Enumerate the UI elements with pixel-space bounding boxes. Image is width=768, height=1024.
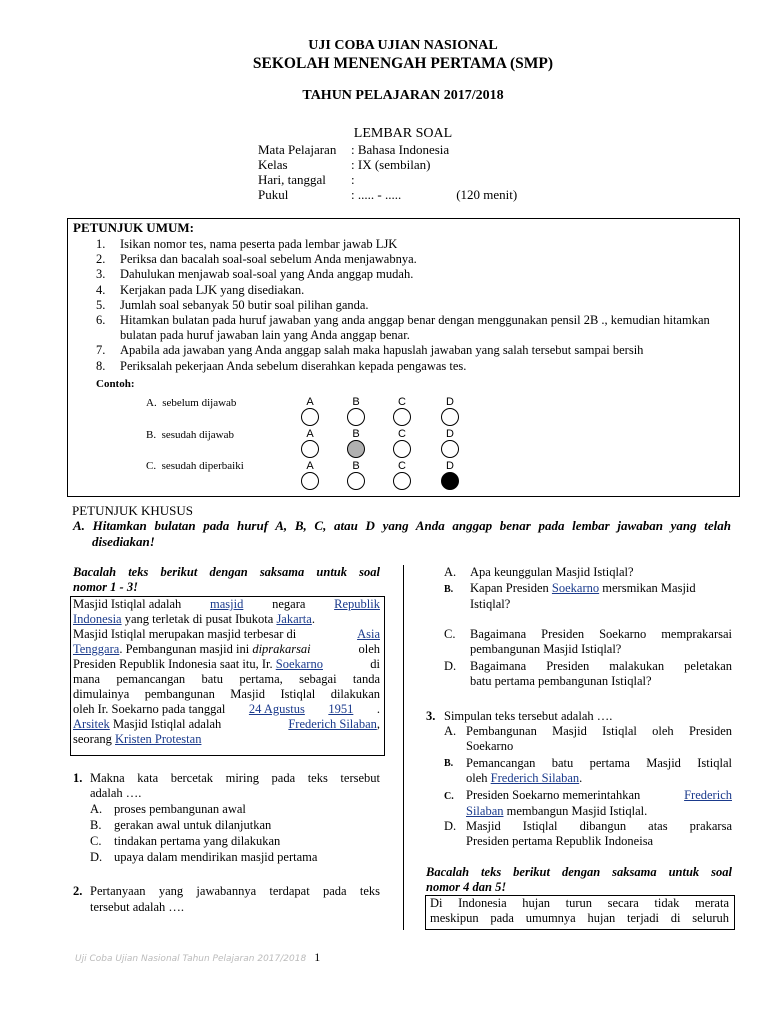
- reading2-prompt-line2: nomor 4 dan 5!: [426, 880, 507, 894]
- time-label: Pukul: [258, 187, 289, 202]
- special-instructions-line1: A. Hitamkan bulatan pada huruf A, B, C, atau D yang Anda anggap benar pada lembar jawaban yang telah: [73, 518, 731, 533]
- bubble-letter: D: [446, 428, 454, 440]
- reading1-prompt: Bacalah teks berikut dengan saksama untuk soal: [73, 565, 380, 579]
- school-level-title: SEKOLAH MENENGAH PERTAMA (SMP): [252, 55, 554, 72]
- bubble-letter: B: [352, 396, 360, 408]
- class-value: : IX (sembilan): [351, 157, 431, 172]
- bubble-letter: D: [446, 396, 454, 408]
- general-instructions-list: [96, 237, 734, 374]
- footer: [75, 948, 320, 966]
- q1-stem-line2: adalah ….: [90, 786, 142, 800]
- bubble-letter: A: [306, 460, 314, 472]
- time-value: : ..... - ..... (120 menit): [351, 187, 518, 202]
- general-instructions-title: PETUNJUK UMUM:: [73, 220, 194, 235]
- answer-bubble: [301, 408, 319, 426]
- answer-bubble-filled: [441, 472, 459, 490]
- day-value: :: [351, 172, 355, 187]
- instruction-item: 4. Kerjakan pada LJK yang disediakan.: [96, 282, 305, 297]
- answer-bubble: [441, 408, 459, 426]
- instruction-item: 7. Apabila ada jawaban yang Anda anggap salah maka hapuslah jawaban yang salah tersebut sampai bersih: [96, 343, 644, 358]
- duration: (120 menit): [456, 187, 518, 202]
- bubble-letter: B: [352, 460, 360, 472]
- q3-option-a: A. Pembangunan Masjid Istiqlal oleh Presiden Soekarno: [444, 724, 732, 753]
- reading1-text: Masjid Istiqlal adalah masjid negara Republik Indonesia yang terletak di pusat Ibukota Jakarta. Masjid Istiqlal merupakan masjid terbesar di Asia Tenggara. Pembangunan masjid ini diprakarsai oleh Presiden Republik Indonesia saat itu, Ir. Soekarno di mana pemancangan batu pertama, sebagai tanda dimulainya pembangunan Masjid Istiqlal dilakukan oleh Ir. Soekarno pada tanggal 24 Agustus 1951 . Arsitek Masjid Istiqlal adalah Frederich Silaban, seorang Kristen Protestan: [73, 597, 380, 746]
- column-divider: [403, 565, 404, 930]
- special-instructions-title: PETUNJUK KHUSUS: [72, 503, 193, 518]
- special-instructions-line2: disediakan!: [92, 534, 155, 549]
- q1-option-c: C. tindakan pertama yang dilakukan: [90, 834, 281, 848]
- answer-bubble: [393, 472, 411, 490]
- q1-option-d: D. upaya dalam mendirikan masjid pertama: [90, 850, 318, 864]
- instruction-item: 1. Isikan nomor tes, nama peserta pada lembar jawab LJK: [96, 237, 398, 251]
- q2-option-a: A. Apa keunggulan Masjid Istiqlal?: [444, 565, 634, 579]
- q1-option-b: B. gerakan awal untuk dilanjutkan: [90, 818, 272, 832]
- academic-year: TAHUN PELAJARAN 2017/2018: [302, 88, 504, 103]
- reading1-prompt-line2: nomor 1 - 3!: [73, 580, 138, 594]
- q3-option-c: C. Presiden Soekarno memerintahkan Frederich Silaban membangun Masjid Istiqlal.: [444, 788, 732, 818]
- exam-meta: [258, 142, 517, 202]
- instruction-item: 6. Hitamkan bulatan pada huruf jawaban yang anda anggap benar dengan menggunakan pensil 2B ., kemudian hitamkan bulatan pada huruf jawaban lain yang Anda anggap benar.: [96, 313, 710, 343]
- q3-option-b: B. Pemancangan batu pertama Masjid Istiqlal oleh Frederich Silaban.: [444, 756, 732, 785]
- bubble-letter: A: [306, 428, 314, 440]
- q3-option-d: D. Masjid Istiqlal dibangun atas prakarsa Presiden pertama Republik Indoneisa: [444, 819, 732, 848]
- q2-option-b: B. Kapan Presiden Soekarno mersmikan Masjid: [444, 581, 696, 595]
- example-row-a: A. sebelum dijawab: [146, 397, 237, 409]
- q3-stem: Simpulan teks tersebut adalah ….: [444, 709, 613, 723]
- instruction-item: 2. Periksa dan bacalah soal-soal sebelum Anda menjawabnya.: [96, 252, 417, 267]
- q2-number: 2.: [73, 884, 83, 898]
- answer-bubble: [301, 472, 319, 490]
- answer-bubble: [441, 440, 459, 458]
- example-label: Contoh:: [96, 378, 135, 390]
- bubble-letter: A: [306, 396, 314, 408]
- answer-bubble: [347, 408, 365, 426]
- bubble-letter: C: [398, 428, 406, 440]
- subject-value: : Bahasa Indonesia: [351, 142, 450, 157]
- day-label: Hari, tanggal: [258, 172, 326, 187]
- q1-number: 1.: [73, 771, 83, 785]
- bubble-letter: C: [398, 460, 406, 472]
- answer-bubble: [347, 472, 365, 490]
- q2-stem-line1: Pertanyaan yang jawabannya terdapat pada teks: [90, 884, 380, 898]
- reading2-text: Di Indonesia hujan turun secara tidak merata meskipun pada umumnya hujan terjadi di seluruh: [430, 896, 729, 925]
- example-row-b: B. sesudah dijawab: [146, 429, 234, 441]
- answer-bubble: [301, 440, 319, 458]
- footer-text: Uji Coba Ujian Nasional Tahun Pelajaran 2017/2018: [75, 954, 307, 964]
- q1-stem-line1: Makna kata bercetak miring pada teks tersebut: [90, 771, 380, 785]
- bubble-letter: C: [398, 396, 406, 408]
- example-row-c: C. sesudah diperbaiki: [146, 460, 244, 472]
- answer-bubble: [393, 440, 411, 458]
- subject-label: Mata Pelajaran: [258, 142, 337, 157]
- q2-option-c: C. Bagaimana Presiden Soekarno memprakarsai pembangunan Masjid Istiqlal?: [444, 627, 732, 656]
- q2-option-b-cont: Istiqlal?: [470, 597, 511, 611]
- q3-number: 3.: [426, 709, 436, 723]
- instruction-item: 8. Periksalah pekerjaan Anda sebelum diserahkan kepada pengawas tes.: [96, 358, 467, 373]
- reading2-prompt: Bacalah teks berikut dengan saksama untuk soal: [426, 865, 732, 879]
- q1-option-a: A. proses pembangunan awal: [90, 802, 246, 816]
- answer-bubble: [393, 408, 411, 426]
- instruction-item: 5. Jumlah soal sebanyak 50 butir soal pilihan ganda.: [96, 297, 369, 312]
- exam-title: UJI COBA UJIAN NASIONAL: [308, 38, 498, 53]
- q2-stem-line2: tersebut adalah ….: [90, 900, 185, 914]
- sheet-title: LEMBAR SOAL: [353, 126, 453, 141]
- answer-bubble-shaded: [347, 440, 365, 458]
- instruction-item: 3. Dahulukan menjawab soal-soal yang Anda anggap mudah.: [96, 267, 414, 282]
- bubble-letter: D: [446, 460, 454, 472]
- q2-option-d: D. Bagaimana Presiden malakukan peletakan batu pertama pembangunan Istiqlal?: [444, 659, 732, 688]
- bubble-letter: B: [352, 428, 360, 440]
- page-number: 1: [314, 950, 321, 964]
- class-label: Kelas: [258, 157, 288, 172]
